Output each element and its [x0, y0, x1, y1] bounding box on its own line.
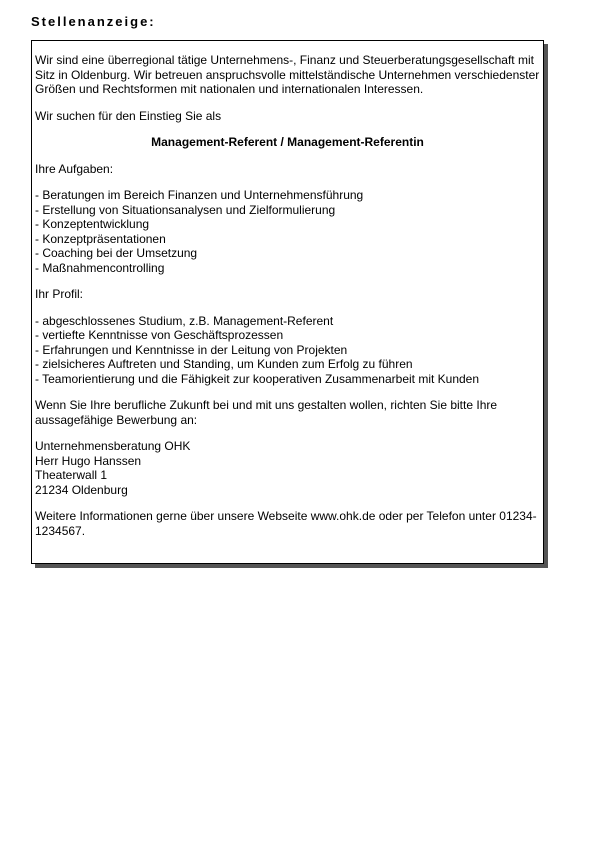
- list-item: - vertiefte Kenntnisse von Geschäftsprozessen: [35, 328, 540, 343]
- list-item: - Konzeptpräsentationen: [35, 232, 540, 247]
- job-title: Management-Referent / Management-Referentin: [151, 135, 424, 149]
- list-item: - abgeschlossenes Studium, z.B. Management-Referent: [35, 314, 540, 329]
- company-intro: Wir sind eine überregional tätige Unternehmens-, Finanz und Steuerberatungsgesellschaft mit Sitz in Oldenburg. Wir betreuen anspruchsvolle mittelständische Unternehmen verschiedenster Größen und Rechtsformen mit nationalen und internationalen Interessen.: [35, 53, 540, 96]
- postal-city: 21234 Oldenburg: [35, 482, 128, 497]
- contact-person: Herr Hugo Hanssen: [35, 453, 142, 468]
- contact-address: [35, 439, 540, 497]
- list-item: - zielsicheres Auftreten und Standing, um Kunden zum Erfolg zu führen: [35, 357, 540, 372]
- list-item: - Erstellung von Situationsanalysen und Zielformulierung: [35, 203, 540, 218]
- tasks-label: Ihre Aufgaben:: [35, 161, 114, 176]
- street-address: Theaterwall 1: [35, 468, 108, 482]
- list-item: - Coaching bei der Umsetzung: [35, 246, 540, 261]
- list-item: - Maßnahmencontrolling: [35, 261, 540, 276]
- application-text: Wenn Sie Ihre berufliche Zukunft bei und mit uns gestalten wollen, richten Sie bitte Ihre aussagefähige Bewerbung an:: [35, 398, 498, 427]
- list-item: - Erfahrungen und Kenntnisse in der Leitung von Projekten: [35, 343, 540, 358]
- page-heading: Stellenanzeige:: [31, 14, 156, 29]
- list-item: - Konzeptentwicklung: [35, 217, 540, 232]
- list-item: - Beratungen im Bereich Finanzen und Unternehmensführung: [35, 188, 540, 203]
- profile-list: [35, 314, 540, 387]
- search-line: Wir suchen für den Einstieg Sie als: [35, 108, 222, 123]
- profile-label: Ihr Profil:: [35, 287, 84, 301]
- company-name: Unternehmensberatung OHK: [35, 439, 191, 453]
- tasks-list: [35, 188, 540, 275]
- job-ad-box: [31, 40, 544, 564]
- list-item: - Teamorientierung und die Fähigkeit zur kooperativen Zusammenarbeit mit Kunden: [35, 372, 540, 387]
- closing-info: Weitere Informationen gerne über unsere Webseite www.ohk.de oder per Telefon unter 01234-1234567.: [35, 509, 537, 538]
